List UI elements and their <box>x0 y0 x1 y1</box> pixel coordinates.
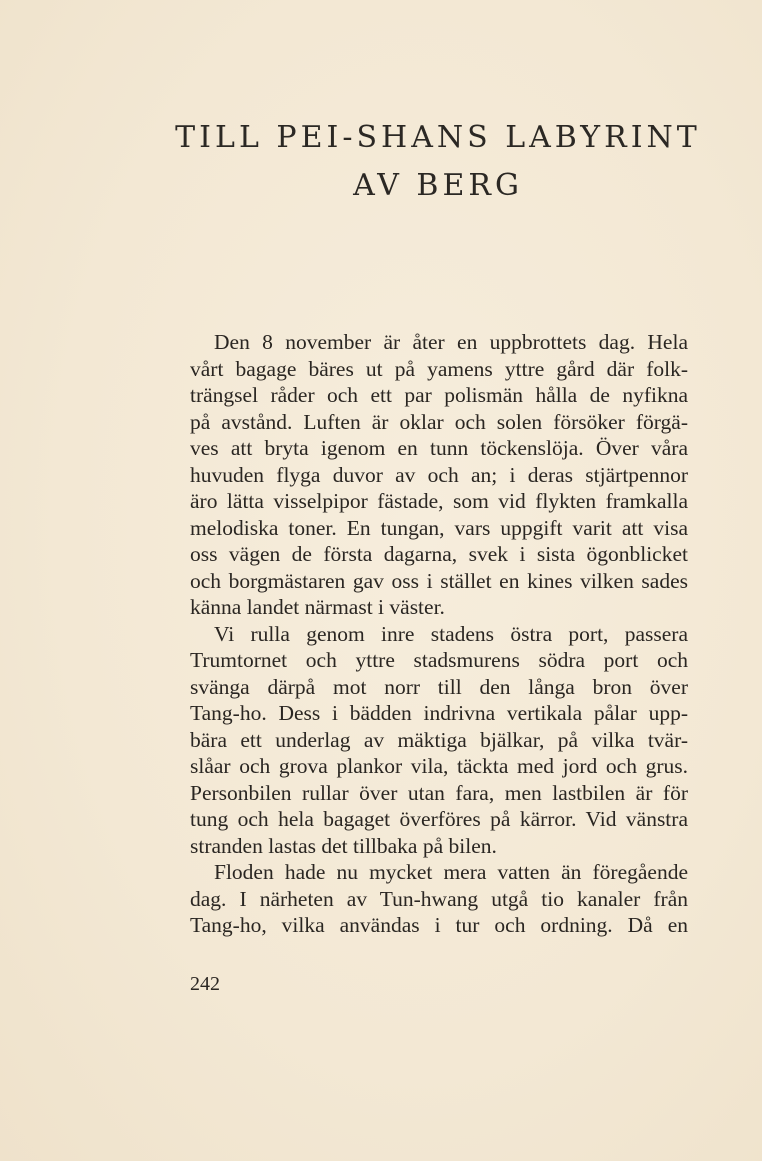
text-line: känna landet närmast i väster. <box>190 595 445 619</box>
text-line: oss vägen de första dagarna, svek i sista ögonblicket <box>190 542 688 566</box>
text-line: melodiska toner. En tungan, vars uppgift varit att visa <box>190 515 688 540</box>
text-line: Vi rulla genom inre stadens östra port, passera <box>214 621 688 646</box>
page-number: 242 <box>190 973 220 995</box>
text-line: svänga därpå mot norr till den långa bron över <box>190 674 688 699</box>
text-line: ves att bryta igenom en tunn töckenslöja. Över våra <box>190 436 688 460</box>
text-line: Personbilen rullar över utan fara, men lastbilen är för <box>190 780 688 805</box>
text-line: stranden lastas det tillbaka på bilen. <box>190 833 497 858</box>
text-line: Tang-ho. Dess i bädden indrivna vertikala pålar upp- <box>190 701 688 725</box>
text-line: dag. I närheten av Tun-hwang utgå tio kanaler från <box>190 886 688 911</box>
text-line: tung och hela bagaget överföres på kärror. Vid vänstra <box>190 807 688 831</box>
text-line: Floden hade nu mycket mera vatten än föregående <box>214 860 688 884</box>
chapter-title-line-2: AV BERG <box>353 168 523 203</box>
text-line: på avstånd. Luften är oklar och solen försöker förgä- <box>190 409 688 434</box>
text-line: trängsel råder och ett par polismän hålla de nyfikna <box>190 383 688 407</box>
text-line: och borgmästaren gav oss i stället en kines vilken sades <box>190 568 688 593</box>
text-line: Den 8 november är åter en uppbrottets dag. Hela <box>214 330 688 354</box>
text-line: äro lätta visselpipor fästade, som vid flykten framkalla <box>190 489 688 513</box>
text-line: Trumtornet och yttre stadsmurens södra port och <box>190 648 688 672</box>
text-line: huvuden flyga duvor av och an; i deras stjärtpennor <box>190 462 688 487</box>
body-text <box>190 329 688 939</box>
text-line: Tang-ho, vilka användas i tur och ordning. Då en <box>190 913 688 937</box>
text-line: slåar och grova plankor vila, täckta med jord och grus. <box>190 754 688 778</box>
text-line: vårt bagage bäres ut på yamens yttre gård där folk- <box>190 356 688 381</box>
text-line: bära ett underlag av mäktiga bjälkar, på vilka tvär- <box>190 727 688 752</box>
chapter-title-line-1: TILL PEI-SHANS LABYRINT <box>175 120 701 155</box>
